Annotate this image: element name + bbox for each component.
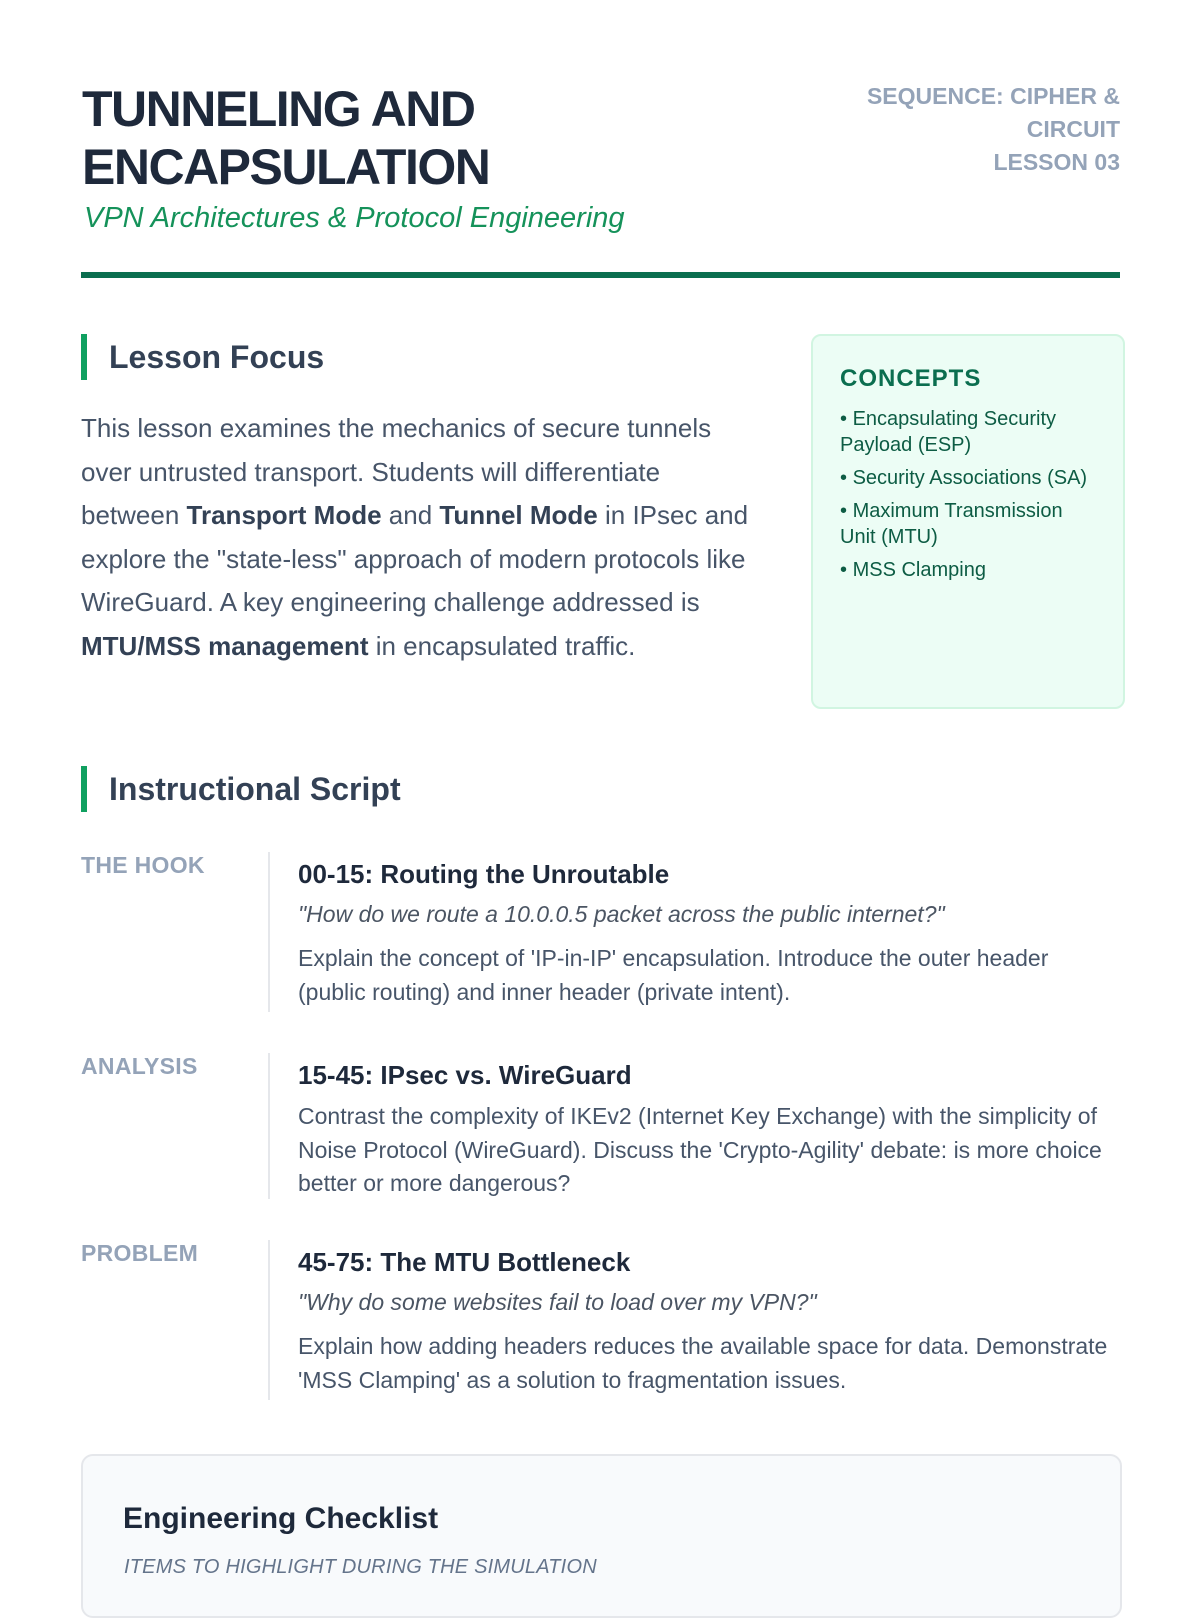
script-block-label: THE HOOK [81, 852, 205, 878]
script-block-body [268, 852, 1120, 1012]
focus-text-part: in encapsulated traffic. [368, 630, 636, 661]
lesson-number: LESSON 03 [993, 149, 1120, 175]
script-block-text: Contrast the complexity of IKEv2 (Internet Key Exchange) with the simplicity of Noise Protocol (WireGuard). Discuss the 'Crypto-Agility' debate: is more choice better or more dangerous? [298, 1103, 1102, 1196]
sequence-info [820, 80, 1120, 179]
concept-item: • Encapsulating Security Payload (ESP) [840, 406, 1096, 458]
script-block-hook [81, 852, 1120, 1012]
focus-text-part: and [381, 500, 440, 530]
checklist-subtitle: ITEMS TO HIGHLIGHT DURING THE SIMULATION [124, 1556, 597, 1578]
concepts-list [840, 406, 1096, 583]
script-block-text: Explain the concept of 'IP-in-IP' encapsulation. Introduce the outer header (public routing) and inner header (private intent). [298, 945, 1049, 1005]
focus-text-part: This lesson examines the mechanics of secure tunnels over untrusted transport. Students will differentiate between [81, 413, 712, 530]
engineering-checklist-card [81, 1454, 1122, 1618]
sequence-name: SEQUENCE: CIPHER & CIRCUIT [866, 83, 1120, 142]
script-block-label: PROBLEM [81, 1240, 199, 1266]
instructional-script-heading: Instructional Script [81, 766, 401, 812]
script-block-body [268, 1053, 1120, 1199]
lesson-focus-paragraph [81, 407, 761, 668]
focus-highlight-transport-mode: Transport Mode [186, 500, 382, 530]
script-block-body [268, 1240, 1120, 1400]
lesson-subtitle: VPN Architectures & Protocol Engineering [84, 202, 625, 234]
focus-highlight-tunnel-mode: Tunnel Mode [439, 500, 598, 530]
concepts-title: CONCEPTS [840, 365, 982, 392]
script-block-analysis [81, 1053, 1120, 1199]
script-block-quote: "How do we route a 10.0.0.5 packet across the public internet?" [298, 901, 945, 927]
concepts-card [811, 334, 1125, 709]
script-block-quote: "Why do some websites fail to load over my VPN?" [298, 1289, 817, 1315]
focus-highlight-mtu-mss: MTU/MSS management [81, 630, 369, 661]
script-block-text: Explain how adding headers reduces the available space for data. Demonstrate 'MSS Clamping' as a solution to fragmentation issues. [298, 1333, 1108, 1393]
header-divider [81, 272, 1120, 278]
checklist-title: Engineering Checklist [123, 1502, 439, 1535]
script-block-label: ANALYSIS [81, 1053, 198, 1079]
script-block-title: 00-15: Routing the Unroutable [298, 859, 670, 889]
lesson-focus-heading: Lesson Focus [81, 334, 324, 380]
concept-item: • Maximum Transmission Unit (MTU) [840, 498, 1096, 550]
script-block-problem [81, 1240, 1120, 1400]
script-block-title: 45-75: The MTU Bottleneck [298, 1247, 631, 1277]
script-block-title: 15-45: IPsec vs. WireGuard [298, 1060, 632, 1090]
lesson-title: TUNNELING AND ENCAPSULATION [82, 81, 490, 195]
concept-item: • MSS Clamping [840, 557, 1096, 583]
focus-text-part: in IPsec and explore the "state-less" approach of modern protocols like WireGuard. A key engineering challenge addressed is [81, 500, 749, 617]
concept-item: • Security Associations (SA) [840, 465, 1096, 491]
